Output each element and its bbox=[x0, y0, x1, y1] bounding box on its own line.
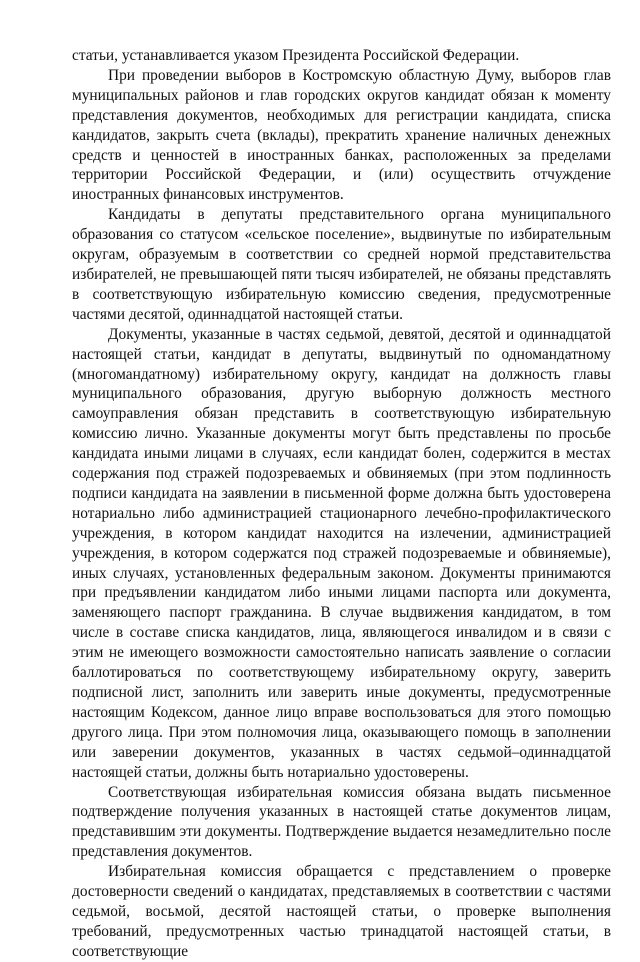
paragraph-4: Документы, указанные в частях седьмой, девятой, десятой и одиннадцатой настоящей статьи, кандидат в депутаты, выдвинутый по одномандатному (многомандатному) избирательному округу, кандидат на должность главы муниципального образования, другую выборную должность местного самоуправления обязан представить в соответствующую избирательную комиссию лично. Указанные документы могут быть представлены по просьбе кандидата иными лицами в случаях, если кандидат болен, содержится в местах содержания под стражей подозреваемых и обвиняемых (при этом подлинность подписи кандидата на заявлении в письменной форме должна быть удостоверена нотариально либо администрацией стационарного лечебно-профилактического учреждения, в котором кандидат находится на излечении, администрацией учреждения, в котором содержатся под стражей подозреваемые и обвиняемые), иных случаях, установленных федеральным законом. Документы принимаются при предъявлении кандидатом либо иными лицами паспорта или документа, заменяющего паспорт гражданина. В случае выдвижения кандидатом, в том числе в составе списка кандидатов, лица, являющегося инвалидом и в связи с этим не имеющего возможности самостоятельно написать заявление о согласии баллотироваться по соответствующему избирательному округу, заверить подписной лист, заполнить или заверить иные документы, предусмотренные настоящим Кодексом, данное лицо вправе воспользоваться для этого помощью другого лица. При этом полномочия лица, оказывающего помощь в заполнении или заверении документов, указанных в частях седьмой–одиннадцатой настоящей статьи, должны быть нотариально удостоверены. bbox=[72, 325, 611, 781]
paragraph-1: статьи, устанавливается указом Президента Российской Федерации. bbox=[72, 47, 520, 64]
document-body bbox=[72, 46, 611, 962]
paragraph-6: Избирательная комиссия обращается с представлением о проверке достоверности сведений о кандидатах, представляемых в соответствии с частями седьмой, восьмой, десятой настоящей статьи, о проверке выполнения требований, предусмотренных частью тринадцатой настоящей статьи, в соответствующие bbox=[72, 863, 611, 960]
paragraph-2: При проведении выборов в Костромскую областную Думу, выборов глав муниципальных районов и глав городских округов кандидат обязан к моменту представления документов, необходимых для регистрации кандидата, списка кандидатов, закрыть счета (вклады), прекратить хранение наличных денежных средств и ценностей в иностранных банках, расположенных за пределами территории Российской Федерации, и (или) осуществить отчуждение иностранных финансовых инструментов. bbox=[72, 66, 611, 204]
paragraph-5: Соответствующая избирательная комиссия обязана выдать письменное подтверждение получения указанных в настоящей статье документов лицам, представившим эти документы. Подтверждение выдается незамедлительно после представления документов. bbox=[72, 783, 611, 861]
paragraph-3: Кандидаты в депутаты представительного органа муниципального образования со статусом «сельское поселение», выдвинутые по избирательным округам, образуемым в соответствии со средней нормой представительства избирателей, не превышающей пяти тысяч избирателей, не обязаны представлять в соответствующую избирательную комиссию сведения, предусмотренные частями десятой, одиннадцатой настоящей статьи. bbox=[72, 206, 611, 323]
